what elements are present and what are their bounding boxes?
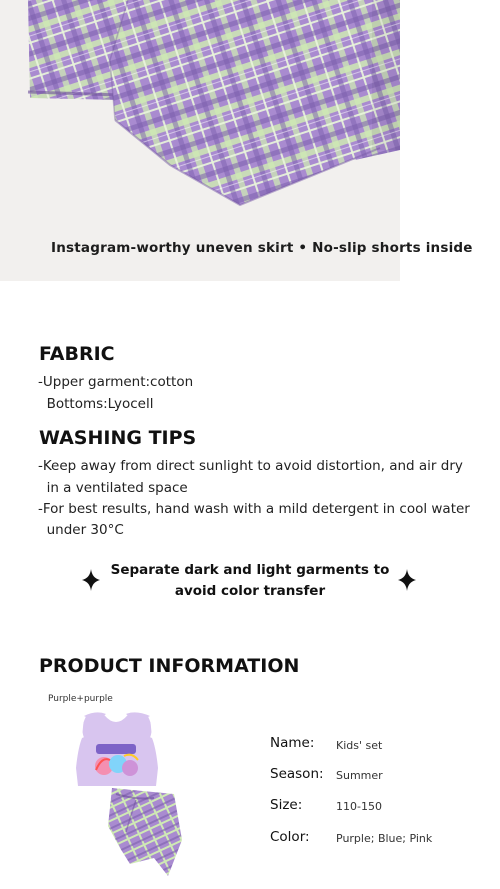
washing-line-3: -For best results, hand wash with a mild detergent in cool water	[38, 501, 470, 517]
notice-line-2: avoid color transfer	[174, 583, 326, 599]
product-image	[66, 708, 186, 876]
fabric-line-upper: -Upper garment:cotton	[38, 374, 194, 390]
plaid-skirt-photo	[0, 0, 400, 281]
variant-label: Purple+purple	[48, 694, 113, 704]
sparkle-star-icon	[398, 569, 416, 591]
washing-line-2: in a ventilated space	[38, 480, 188, 496]
fabric-title: FABRIC	[39, 343, 115, 365]
washing-title: WASHING TIPS	[39, 427, 197, 449]
fabric-line-bottoms: Bottoms:Lyocell	[38, 396, 154, 412]
hero-image	[0, 0, 473, 281]
spec-size-value: 110-150	[336, 800, 382, 813]
spec-color-key: Color:	[270, 829, 310, 845]
spec-season-value: Summer	[336, 769, 383, 782]
color-transfer-notice	[110, 560, 390, 602]
spec-size-key: Size:	[270, 797, 303, 813]
washing-line-4: under 30°C	[38, 522, 124, 538]
product-info-title: PRODUCT INFORMATION	[39, 655, 300, 677]
spec-name-key: Name:	[270, 735, 315, 751]
notice-line-1: Separate dark and light garments to	[110, 562, 390, 578]
spec-season-key: Season:	[270, 766, 324, 782]
washing-line-1: -Keep away from direct sunlight to avoid distortion, and air dry	[38, 458, 463, 474]
spec-name-value: Kids' set	[336, 739, 383, 752]
hero-caption: Instagram-worthy uneven skirt • No-slip shorts inside	[51, 240, 473, 256]
spec-color-value: Purple; Blue; Pink	[336, 832, 433, 845]
sparkle-star-icon	[82, 569, 100, 591]
